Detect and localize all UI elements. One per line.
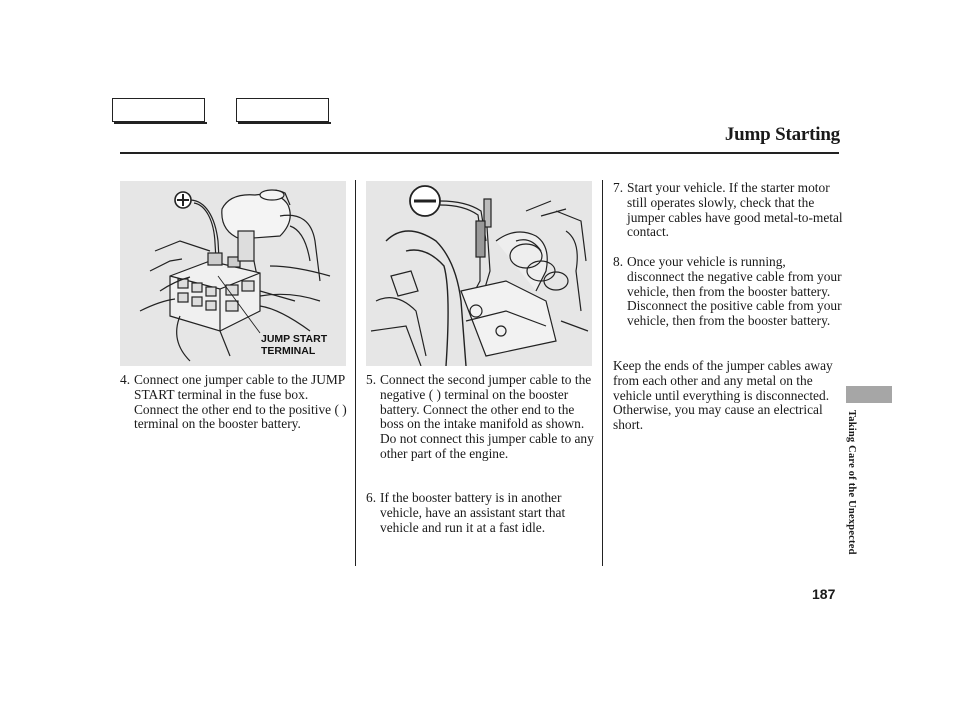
step-8: [613, 255, 843, 329]
step-text: If the booster battery is in another vehicle, have an assistant start that vehicle and run it at a fast idle.: [380, 490, 566, 535]
section-tab[interactable]: [846, 386, 892, 403]
intake-manifold-drawing: [366, 181, 592, 366]
step-number: 5.: [366, 372, 377, 387]
header-rule: [120, 152, 839, 154]
step-text: Start your vehicle. If the starter motor still operates slowly, check that the jumper cables have good metal-to-metal contact.: [627, 180, 843, 240]
page-number: 187: [812, 586, 836, 602]
step-4: [120, 373, 348, 432]
step-number: 6.: [366, 490, 377, 505]
page-title: Jump Starting: [724, 124, 840, 145]
step-6: [366, 491, 596, 535]
step-number: 7.: [613, 180, 624, 195]
step-number: 4.: [120, 372, 131, 387]
column-divider: [602, 180, 603, 566]
step-text: Connect the second jumper cable to the negative ( ) terminal on the booster battery. Connect the other end to the boss on the intake manifold as shown. Do not connect this jumper cable to any other part of the engine.: [380, 372, 594, 461]
section-label: Taking Care of the Unexpected: [846, 410, 857, 555]
step-text: Connect one jumper cable to the JUMP START terminal in the fuse box. Connect the other end to the positive ( ) terminal on the booster battery.: [134, 372, 347, 432]
step-number: 8.: [613, 254, 624, 269]
fuse-box-illustration: [120, 181, 346, 366]
warning-paragraph: Keep the ends of the jumper cables away from each other and any metal on the vehicle until everything is disconnected. Otherwise, you may cause an electrical short.: [613, 358, 833, 433]
nav-button-next[interactable]: [236, 98, 329, 122]
step-7: [613, 181, 843, 240]
column-divider: [355, 180, 356, 566]
step-5: [366, 373, 596, 462]
jump-start-terminal-label: JUMP START TERMINAL: [261, 333, 328, 357]
nav-button-previous[interactable]: [112, 98, 205, 122]
step-text: Once your vehicle is running, disconnect the negative cable from your vehicle, then from the booster battery. Disconnect the positive cable from your vehicle, then from the booster battery.: [627, 254, 842, 329]
intake-manifold-illustration: [366, 181, 592, 366]
